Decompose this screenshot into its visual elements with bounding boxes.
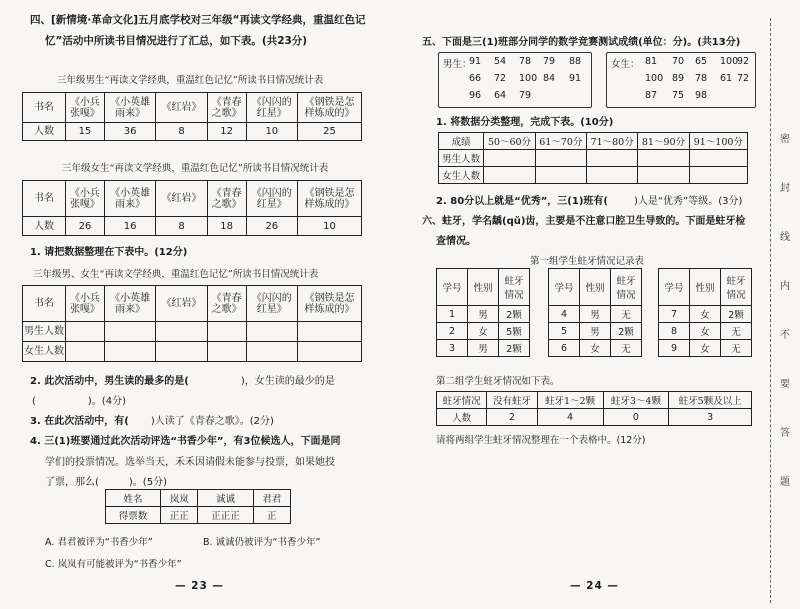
score-value: 81 — [645, 56, 658, 67]
g2-count-cell: 4 — [537, 409, 603, 426]
book-title-line: 《小兵 — [69, 187, 100, 199]
book-title-line: 红星》 — [256, 107, 287, 119]
book-title-line: 《闪闪的 — [251, 187, 292, 199]
book-title-cell — [66, 286, 105, 322]
page-24 — [400, 0, 800, 609]
g2-header-cell: 蛀牙3～4颗 — [603, 392, 669, 409]
score-value: 70 — [672, 56, 685, 67]
final-instruction: 请将两组学生蛀牙情况整理在一个表格中。(12分) — [436, 435, 646, 446]
g1-data-row — [549, 340, 642, 357]
g1-header-line: 情况 — [616, 290, 636, 301]
book-title-line: 雨来》 — [115, 303, 146, 315]
score-value: 79 — [519, 90, 532, 101]
blank-cell — [586, 167, 637, 184]
combined-blank-table — [22, 285, 362, 362]
g1-cell: 6 — [549, 340, 580, 357]
g2-header-cell: 蛀牙情况 — [437, 392, 487, 409]
g1-cell: 2 — [437, 323, 468, 340]
question-4-line-1: 四、[新情境·革命文化]五月底学校对三年级“再读文学经典，重温红色记 — [30, 14, 366, 26]
row-label: 女生人数 — [23, 342, 66, 362]
g1-cell: 7 — [659, 306, 690, 323]
vote-tally-cell: 正正正 — [198, 507, 253, 524]
boys-score-box — [438, 52, 592, 108]
sub-question-1: 1. 请把数据整理在下表中。(12分) — [30, 247, 188, 258]
group-1-caption: 第一组学生蛀牙情况记录表 — [530, 256, 645, 267]
boys-count-row — [439, 150, 748, 167]
vote-count-row — [106, 507, 291, 524]
seal-line — [770, 18, 771, 603]
blank-cell — [104, 342, 155, 362]
score-header-row — [439, 133, 748, 150]
option-c: C. 岚岚有可能被评为“书香少年” — [45, 559, 182, 570]
count-cell: 36 — [104, 123, 155, 141]
book-title-cell — [246, 286, 297, 322]
count-row-label: 人数 — [23, 123, 66, 141]
blank-cell — [66, 322, 105, 342]
score-value: 66 — [469, 73, 482, 84]
score-value: 72 — [494, 73, 507, 84]
blank-cell — [535, 167, 586, 184]
seal-char: 封 — [780, 183, 790, 194]
count-row-label: 人数 — [23, 217, 66, 236]
g1-data-row — [659, 306, 752, 323]
boys-score-label: 男生： — [443, 59, 472, 70]
g1-cell: 5颗 — [499, 323, 530, 340]
g1-cell: 无 — [611, 340, 642, 357]
page-number-23: — 23 — — [175, 580, 224, 592]
vote-header-cell: 姓名 — [106, 490, 161, 507]
blank-cell — [66, 342, 105, 362]
book-title-line: 《闪闪的 — [251, 292, 292, 304]
g1-data-row — [549, 323, 642, 340]
sub-question-1: 1. 将数据分类整理，完成下表。(10分) — [436, 117, 614, 128]
book-title-line: 《青春 — [211, 292, 242, 304]
count-row — [23, 123, 362, 141]
blank-cell — [156, 322, 207, 342]
g1-cell: 8 — [659, 323, 690, 340]
book-title-line: 《小英雄 — [110, 292, 151, 304]
boys-table-caption: 三年级男生“再读文学经典，重温红色记忆”所读书目情况统计表 — [57, 75, 324, 86]
vote-header-row — [106, 490, 291, 507]
score-value: 100 — [720, 56, 739, 67]
book-title-cell — [156, 93, 207, 123]
g2-header-row — [437, 392, 752, 409]
book-title-line: 红星》 — [256, 303, 287, 315]
g1-header-line: 蛀牙 — [504, 276, 524, 287]
book-title-line: 样炼成的》 — [304, 303, 355, 315]
book-title-cell — [66, 181, 105, 217]
book-title-cell — [298, 286, 362, 322]
book-title-line: 《小英雄 — [110, 96, 151, 108]
question-4-line-2: 忆”活动中所读书目情况进行了汇总，如下表。(共23分) — [45, 35, 308, 47]
g1-header-row — [659, 269, 752, 306]
vote-header-cell: 岚岚 — [161, 490, 198, 507]
sub-question-2: 2. 80分以上就是“优秀”，三(1)班有( )人是“优秀”等级。(3分) — [436, 196, 743, 207]
count-row — [23, 217, 362, 236]
book-title-line: 《红岩》 — [161, 102, 202, 113]
girls-score-box — [606, 52, 756, 108]
g1-header-cavity — [499, 269, 530, 306]
blank-cell — [298, 322, 362, 342]
score-value: 54 — [494, 56, 507, 67]
book-name-row — [23, 181, 362, 217]
blank-cell — [156, 342, 207, 362]
book-column-header: 书名 — [23, 181, 66, 217]
blank-cell — [207, 342, 246, 362]
book-title-line: 雨来》 — [115, 107, 146, 119]
score-range-header: 61～70分 — [535, 133, 586, 150]
score-value: 91 — [569, 73, 582, 84]
count-cell: 8 — [156, 217, 207, 236]
book-name-row — [23, 286, 362, 322]
score-value: 61 — [720, 73, 733, 84]
g2-header-cell: 蛀牙1～2颗 — [537, 392, 603, 409]
girls-score-label: 女生： — [611, 59, 640, 70]
g1-data-row — [549, 306, 642, 323]
g1-cell: 2颗 — [611, 323, 642, 340]
count-cell: 26 — [246, 217, 297, 236]
blank-cell — [298, 342, 362, 362]
book-title-cell — [246, 181, 297, 217]
book-title-line: 雨来》 — [115, 198, 146, 210]
score-value: 89 — [672, 73, 685, 84]
boys-row — [23, 322, 362, 342]
sub-question-2: 2. 此次活动中，男生读的最多的是( )，女生读的最少的是 — [30, 376, 335, 387]
g1-cell: 男 — [580, 306, 611, 323]
book-title-line: 《红岩》 — [161, 298, 202, 309]
score-range-header: 50～60分 — [484, 133, 535, 150]
option-b: B. 诚诚仍被评为“书香少年” — [203, 537, 321, 548]
vote-row-label: 得票数 — [106, 507, 161, 524]
g1-cell: 男 — [580, 323, 611, 340]
score-value: 84 — [543, 73, 556, 84]
g1-header-sex: 性别 — [468, 269, 499, 306]
sub-question-2-cont: ( )。(4分) — [32, 396, 126, 407]
g2-count-row — [437, 409, 752, 426]
book-title-cell — [207, 181, 246, 217]
book-title-line: 《小兵 — [69, 292, 100, 304]
book-title-cell — [298, 181, 362, 217]
blank-cell — [246, 342, 297, 362]
vote-tally-cell: 正 — [253, 507, 290, 524]
g1-header-sex: 性别 — [690, 269, 721, 306]
book-title-line: 之歌》 — [211, 303, 242, 315]
book-title-line: 之歌》 — [211, 198, 242, 210]
score-value: 91 — [469, 56, 482, 67]
blank-cell — [689, 167, 747, 184]
book-title-cell — [66, 93, 105, 123]
g2-header-cell: 没有蛀牙 — [487, 392, 537, 409]
score-value: 88 — [569, 56, 582, 67]
score-value: 75 — [672, 90, 685, 101]
count-cell: 15 — [66, 123, 105, 141]
g1-data-row — [659, 340, 752, 357]
g1-cell: 1 — [437, 306, 468, 323]
book-name-row — [23, 93, 362, 123]
g1-cell: 无 — [721, 323, 752, 340]
score-value: 65 — [695, 56, 708, 67]
g2-count-cell: 2 — [487, 409, 537, 426]
g1-data-row — [437, 340, 530, 357]
g1-header-line: 情况 — [504, 290, 524, 301]
g1-header-id: 学号 — [659, 269, 690, 306]
book-title-line: 《红岩》 — [161, 193, 202, 204]
g1-cell: 9 — [659, 340, 690, 357]
g1-cell: 无 — [721, 340, 752, 357]
sub-question-4-line-3: 了票，那么( )。(5分) — [45, 477, 167, 488]
g1-cell: 无 — [611, 306, 642, 323]
count-cell: 18 — [207, 217, 246, 236]
question-6-line-1: 六、蛀牙，学名龋(qǔ)齿，主要是不注意口腔卫生导致的。下面是蛀牙检 — [422, 216, 746, 227]
girls-count-row — [439, 167, 748, 184]
row-label: 女生人数 — [439, 167, 484, 184]
g1-cell: 3 — [437, 340, 468, 357]
seal-char: 密 — [780, 134, 790, 145]
g2-count-cell: 3 — [669, 409, 752, 426]
g1-header-sex: 性别 — [580, 269, 611, 306]
score-value: 79 — [543, 56, 556, 67]
score-blank-table — [438, 132, 748, 184]
sub-question-4-line-1: 4. 三(1)班要通过此次活动评选“书香少年”，有3位候选人，下面是同 — [30, 436, 341, 447]
vote-table — [105, 489, 291, 524]
book-title-line: 《钢铁是怎 — [304, 187, 355, 199]
g1-header-cavity — [721, 269, 752, 306]
score-value: 96 — [469, 90, 482, 101]
blank-cell — [638, 167, 689, 184]
book-title-line: 张嘎》 — [69, 303, 100, 315]
score-value: 100 — [519, 73, 538, 84]
g1-header-row — [549, 269, 642, 306]
blank-cell — [246, 322, 297, 342]
blank-cell — [535, 150, 586, 167]
girls-table-caption: 三年级女生“再读文学经典，重温红色记忆”所读书目情况统计表 — [62, 163, 329, 174]
girls-row — [23, 342, 362, 362]
g1-cell: 女 — [468, 323, 499, 340]
question-6-line-2: 查情况。 — [436, 236, 476, 247]
score-value: 78 — [695, 73, 708, 84]
question-5-title: 五、下面是三(1)班部分同学的数学竞赛测试成绩(单位：分)。(共13分) — [422, 37, 741, 48]
row-label: 男生人数 — [439, 150, 484, 167]
g1-cell: 2颗 — [721, 306, 752, 323]
book-title-cell — [156, 286, 207, 322]
seal-char: 内 — [780, 281, 790, 292]
group-2-table — [436, 391, 752, 426]
book-title-cell — [104, 181, 155, 217]
book-title-cell — [104, 93, 155, 123]
blank-cell — [484, 150, 535, 167]
g1-cell: 4 — [549, 306, 580, 323]
g1-cell: 2颗 — [499, 340, 530, 357]
book-title-line: 张嘎》 — [69, 107, 100, 119]
book-title-cell — [156, 181, 207, 217]
book-title-line: 张嘎》 — [69, 198, 100, 210]
book-column-header: 书名 — [23, 286, 66, 322]
blank-cell — [689, 150, 747, 167]
g1-cell: 女 — [580, 340, 611, 357]
g1-data-row — [437, 306, 530, 323]
book-title-cell — [298, 93, 362, 123]
g1-cell: 2颗 — [499, 306, 530, 323]
page-number-24: — 24 — — [570, 580, 619, 592]
g1-cell: 5 — [549, 323, 580, 340]
g1-cell: 女 — [690, 323, 721, 340]
girls-book-table — [22, 180, 362, 236]
g1-cell: 男 — [468, 306, 499, 323]
combined-table-caption: 三年级男、女生“再读文学经典，重温红色记忆”所读书目情况统计表 — [33, 269, 319, 280]
g1-header-line: 情况 — [726, 290, 746, 301]
boys-book-table — [22, 92, 362, 141]
count-cell: 25 — [298, 123, 362, 141]
score-range-header: 91～100分 — [689, 133, 747, 150]
g1-cell: 女 — [690, 306, 721, 323]
score-value: 87 — [645, 90, 658, 101]
blank-cell — [586, 150, 637, 167]
score-value: 98 — [695, 90, 708, 101]
score-range-header: 81～90分 — [638, 133, 689, 150]
g1-header-row — [437, 269, 530, 306]
book-title-line: 《青春 — [211, 96, 242, 108]
book-title-line: 红星》 — [256, 198, 287, 210]
book-title-cell — [207, 93, 246, 123]
score-value: 64 — [494, 90, 507, 101]
book-title-line: 《钢铁是怎 — [304, 96, 355, 108]
book-title-line: 《青春 — [211, 187, 242, 199]
g1-data-row — [437, 323, 530, 340]
book-title-cell — [207, 286, 246, 322]
g1-cell: 女 — [690, 340, 721, 357]
book-title-line: 《闪闪的 — [251, 96, 292, 108]
g1-header-id: 学号 — [549, 269, 580, 306]
score-value: 92 — [737, 56, 750, 67]
group-1-table-2 — [548, 268, 642, 357]
vote-header-cell: 诚诚 — [198, 490, 253, 507]
group-1-table-3 — [658, 268, 752, 357]
score-value: 72 — [737, 73, 750, 84]
option-a: A. 君君被评为“书香少年” — [45, 537, 153, 548]
g1-header-cavity — [611, 269, 642, 306]
group-1-table-1 — [436, 268, 530, 357]
score-range-header: 成绩 — [439, 133, 484, 150]
count-cell: 8 — [156, 123, 207, 141]
count-cell: 16 — [104, 217, 155, 236]
seal-char: 题 — [780, 477, 790, 488]
sub-question-3: 3. 在此次活动中，有( )人读了《青春之歌》。(2分) — [30, 416, 274, 427]
g1-cell: 男 — [468, 340, 499, 357]
blank-cell — [207, 322, 246, 342]
g1-data-row — [659, 323, 752, 340]
book-title-cell — [246, 93, 297, 123]
g2-header-cell: 蛀牙5颗及以上 — [669, 392, 752, 409]
book-title-line: 《小英雄 — [110, 187, 151, 199]
blank-cell — [484, 167, 535, 184]
book-title-cell — [104, 286, 155, 322]
g1-header-line: 蛀牙 — [726, 276, 746, 287]
count-cell: 10 — [298, 217, 362, 236]
book-title-line: 样炼成的》 — [304, 198, 355, 210]
count-cell: 12 — [207, 123, 246, 141]
score-range-header: 71～80分 — [586, 133, 637, 150]
book-column-header: 书名 — [23, 93, 66, 123]
g2-count-cell: 0 — [603, 409, 669, 426]
score-value: 78 — [519, 56, 532, 67]
book-title-line: 《小兵 — [69, 96, 100, 108]
book-title-line: 《钢铁是怎 — [304, 292, 355, 304]
seal-char: 要 — [780, 379, 790, 390]
count-cell: 26 — [66, 217, 105, 236]
g2-row-label: 人数 — [437, 409, 487, 426]
book-title-line: 之歌》 — [211, 107, 242, 119]
g1-header-id: 学号 — [437, 269, 468, 306]
count-cell: 10 — [246, 123, 297, 141]
sub-question-4-line-2: 学们的投票情况。选举当天，禾禾因请假未能参与投票，如果她投 — [45, 457, 335, 468]
group-2-caption: 第二组学生蛀牙情况如下表。 — [436, 376, 560, 387]
score-value: 100 — [645, 73, 664, 84]
vote-tally-cell: 正正 — [161, 507, 198, 524]
blank-cell — [638, 150, 689, 167]
book-title-line: 样炼成的》 — [304, 107, 355, 119]
seal-char: 答 — [780, 428, 790, 439]
seal-char: 线 — [780, 232, 790, 243]
row-label: 男生人数 — [23, 322, 66, 342]
seal-char: 不 — [780, 330, 790, 341]
vote-header-cell: 君君 — [253, 490, 290, 507]
g1-header-line: 蛀牙 — [616, 276, 636, 287]
blank-cell — [104, 322, 155, 342]
